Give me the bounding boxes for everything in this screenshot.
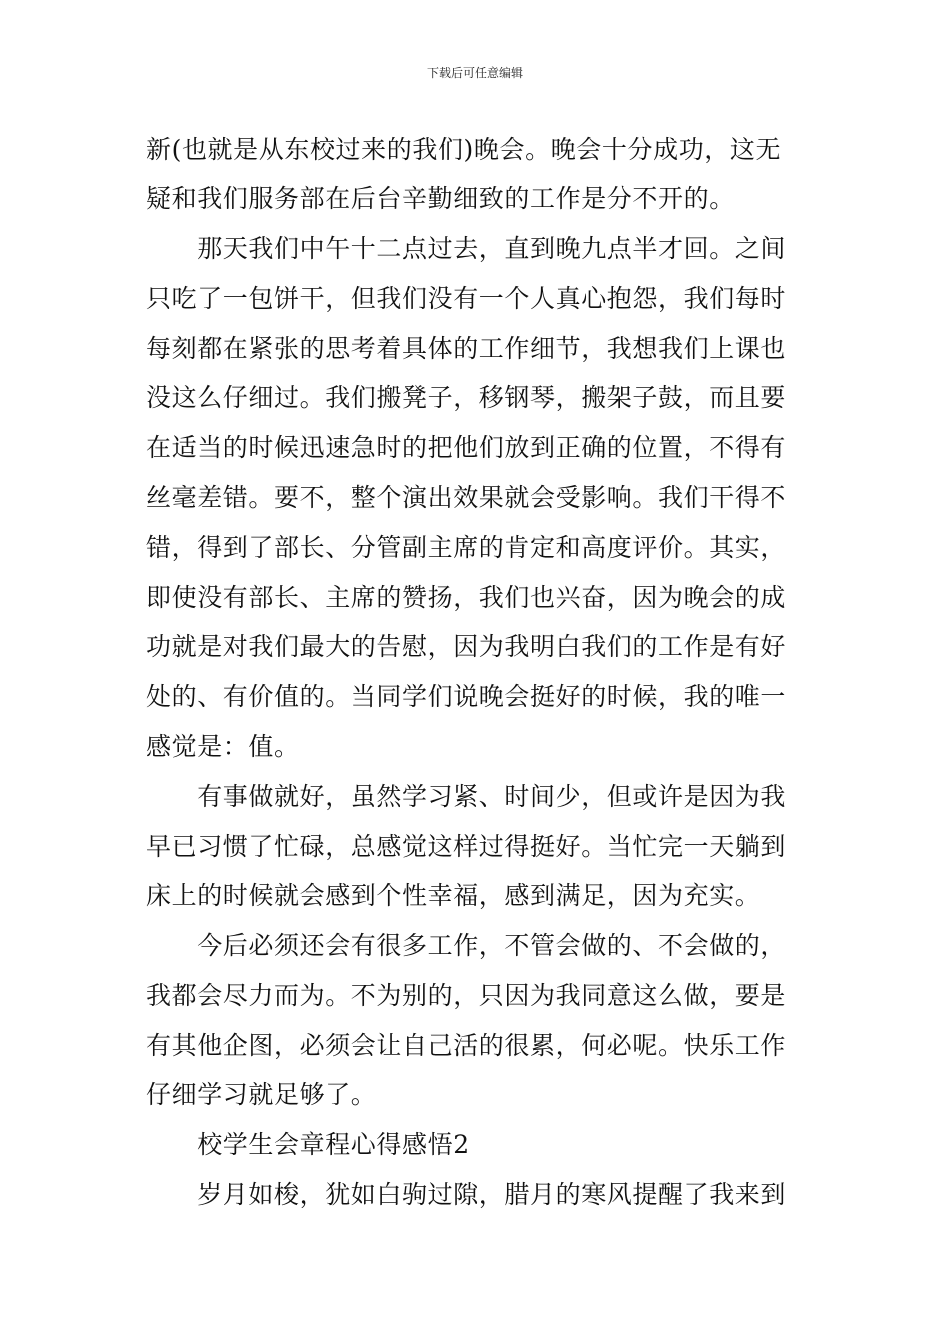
body-line: 疑和我们服务部在后台辛勤细致的工作是分不开的。 (146, 184, 735, 213)
body-line: 有事做就好，虽然学习紧、时间少，但或许是因为我 (146, 782, 787, 811)
body-line: 那天我们中午十二点过去，直到晚九点半才回。之间 (146, 234, 787, 263)
body-line: 在适当的时候迅速急时的把他们放到正确的位置，不得有 (146, 433, 787, 462)
body-line: 错，得到了部长、分管副主席的肯定和高度评价。其实， (146, 533, 787, 562)
body-line: 每刻都在紧张的思考着具体的工作细节，我想我们上课也 (146, 334, 787, 363)
body-line: 功就是对我们最大的告慰，因为我明白我们的工作是有好 (146, 632, 787, 661)
body-line: 岁月如梭，犹如白驹过隙，腊月的寒风提醒了我来到 (146, 1180, 787, 1209)
body-line: 丝毫差错。要不，整个演出效果就会受影响。我们干得不 (146, 483, 787, 512)
body-line: 有其他企图，必须会让自己活的很累，何必呢。快乐工作 (146, 1031, 787, 1060)
body-line: 新(也就是从东校过来的我们)晚会。晚会十分成功，这无 (146, 135, 782, 164)
page-header: 下载后可任意编辑 (426, 66, 523, 80)
body-line: 我都会尽力而为。不为别的，只因为我同意这么做，要是 (146, 981, 787, 1010)
body-line: 仔细学习就足够了。 (146, 1080, 377, 1109)
section-heading: 校学生会章程心得感悟2 (146, 1130, 470, 1159)
body-line: 处的、有价值的。当同学们说晚会挺好的时候，我的唯一 (146, 682, 787, 711)
body-line: 早已习惯了忙碌，总感觉这样过得挺好。当忙完一天躺到 (146, 832, 787, 861)
body-line: 床上的时候就会感到个性幸福，感到满足，因为充实。 (146, 881, 761, 910)
body-line: 即使没有部长、主席的赞扬，我们也兴奋，因为晚会的成 (146, 583, 787, 612)
body-line: 今后必须还会有很多工作，不管会做的、不会做的， (146, 931, 787, 960)
body-line: 感觉是：值。 (146, 732, 300, 761)
body-line: 没这么仔细过。我们搬凳子，移钢琴，搬架子鼓，而且要 (146, 383, 787, 412)
body-line: 只吃了一包饼干，但我们没有一个人真心抱怨，我们每时 (146, 284, 787, 313)
